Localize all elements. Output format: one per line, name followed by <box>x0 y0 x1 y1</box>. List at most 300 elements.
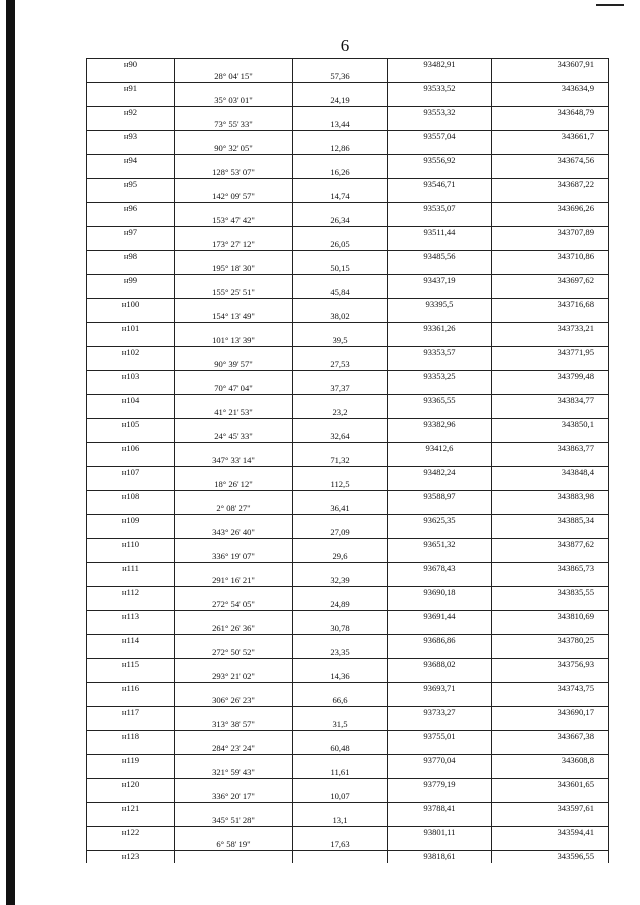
table-row <box>87 275 609 287</box>
y-coordinate-text: 343648,79 <box>557 107 594 118</box>
y-cell-empty <box>492 287 609 299</box>
direction-angle <box>175 359 293 371</box>
segment-distance-text: 26,34 <box>330 214 350 225</box>
y-cell-empty <box>492 671 609 683</box>
table-row <box>87 95 609 107</box>
x-coordinate <box>388 851 492 863</box>
angle-cell-empty <box>175 659 293 671</box>
direction-angle <box>175 695 293 707</box>
point-cell-empty <box>87 263 175 275</box>
distance-cell-empty <box>293 371 388 383</box>
segment-distance-text: 14,74 <box>330 190 350 201</box>
x-cell-empty <box>388 719 492 731</box>
y-coordinate <box>492 203 609 215</box>
y-coordinate-text: 343601,65 <box>557 779 594 790</box>
segment-distance-text: 71,32 <box>330 454 350 465</box>
point-name <box>87 683 175 695</box>
table-row <box>87 563 609 575</box>
direction-angle <box>175 287 293 299</box>
x-cell-empty <box>388 143 492 155</box>
point-name-text: н98 <box>123 251 138 262</box>
angle-cell-empty <box>175 419 293 431</box>
point-cell-empty <box>87 191 175 203</box>
point-cell-empty <box>87 311 175 323</box>
distance-cell-empty <box>293 419 388 431</box>
y-cell-empty <box>492 431 609 443</box>
distance-cell-empty <box>293 731 388 743</box>
point-cell-empty <box>87 671 175 683</box>
direction-angle-text: 35° 03' 01" <box>214 94 253 105</box>
segment-distance <box>293 839 388 851</box>
x-coordinate <box>388 827 492 839</box>
y-cell-empty <box>492 551 609 563</box>
y-coordinate <box>492 803 609 815</box>
table-row <box>87 203 609 215</box>
segment-distance-text: 24,19 <box>330 94 350 105</box>
x-coordinate-text: 93482,24 <box>423 467 456 478</box>
point-name-text: н101 <box>121 323 140 334</box>
x-coordinate <box>388 587 492 599</box>
x-coordinate-text: 93533,52 <box>423 83 456 94</box>
angle-cell-empty <box>175 203 293 215</box>
y-coordinate <box>492 755 609 767</box>
angle-cell-empty <box>175 131 293 143</box>
direction-angle-text: 195° 18' 30" <box>212 262 255 273</box>
x-cell-empty <box>388 767 492 779</box>
table-row <box>87 647 609 659</box>
segment-distance <box>293 119 388 131</box>
direction-angle-text: 336° 20' 17" <box>212 790 255 801</box>
point-cell-empty <box>87 359 175 371</box>
x-cell-empty <box>388 527 492 539</box>
point-name-text: н100 <box>121 299 140 310</box>
table-row <box>87 215 609 227</box>
point-name <box>87 755 175 767</box>
table-row <box>87 71 609 83</box>
segment-distance <box>293 95 388 107</box>
y-coordinate-text: 343710,86 <box>557 251 594 262</box>
point-cell-empty <box>87 767 175 779</box>
angle-cell-empty <box>175 587 293 599</box>
table-row <box>87 443 609 455</box>
direction-angle <box>175 527 293 539</box>
point-name-text: н120 <box>121 779 140 790</box>
y-coordinate <box>492 299 609 311</box>
segment-distance <box>293 791 388 803</box>
direction-angle-text: 154° 13' 49" <box>212 310 255 321</box>
y-coordinate <box>492 779 609 791</box>
x-coordinate <box>388 683 492 695</box>
segment-distance <box>293 383 388 395</box>
y-cell-empty <box>492 71 609 83</box>
segment-distance-text: 27,53 <box>330 358 350 369</box>
point-name-text: н103 <box>121 371 140 382</box>
x-coordinate <box>388 371 492 383</box>
table-row <box>87 143 609 155</box>
point-name-text: н94 <box>123 155 138 166</box>
direction-angle <box>175 815 293 827</box>
y-coordinate-text: 343674,56 <box>557 155 594 166</box>
direction-angle <box>175 623 293 635</box>
table-row <box>87 827 609 839</box>
angle-cell-empty <box>175 851 293 863</box>
segment-distance-text: 26,05 <box>330 238 350 249</box>
angle-cell-empty <box>175 347 293 359</box>
angle-cell-empty <box>175 827 293 839</box>
point-cell-empty <box>87 287 175 299</box>
point-name-text: н110 <box>121 539 140 550</box>
distance-cell-empty <box>293 347 388 359</box>
point-cell-empty <box>87 719 175 731</box>
x-coordinate <box>388 59 492 71</box>
x-coordinate <box>388 611 492 623</box>
x-coordinate-text: 93412,6 <box>425 443 454 454</box>
x-coordinate <box>388 731 492 743</box>
point-name-text: н119 <box>121 755 140 766</box>
angle-cell-empty <box>175 155 293 167</box>
x-coordinate-text: 93801,11 <box>423 827 456 838</box>
point-name <box>87 587 175 599</box>
point-cell-empty <box>87 503 175 515</box>
y-cell-empty <box>492 311 609 323</box>
x-cell-empty <box>388 503 492 515</box>
direction-angle <box>175 767 293 779</box>
y-cell-empty <box>492 407 609 419</box>
segment-distance <box>293 527 388 539</box>
table-row <box>87 731 609 743</box>
point-cell-empty <box>87 743 175 755</box>
y-coordinate-text: 343780,25 <box>557 635 594 646</box>
table-row <box>87 335 609 347</box>
point-cell-empty <box>87 95 175 107</box>
point-cell-empty <box>87 119 175 131</box>
x-coordinate-text: 93693,71 <box>423 683 456 694</box>
table-row <box>87 539 609 551</box>
segment-distance <box>293 719 388 731</box>
y-coordinate-text: 343756,93 <box>557 659 594 670</box>
point-name <box>87 251 175 263</box>
table-row <box>87 371 609 383</box>
y-cell-empty <box>492 623 609 635</box>
direction-angle <box>175 455 293 467</box>
segment-distance <box>293 599 388 611</box>
segment-distance-text: 23,2 <box>332 406 348 417</box>
direction-angle-text: 90° 39' 57" <box>214 358 253 369</box>
segment-distance <box>293 647 388 659</box>
direction-angle <box>175 791 293 803</box>
x-coordinate <box>388 251 492 263</box>
point-cell-empty <box>87 575 175 587</box>
point-cell-empty <box>87 791 175 803</box>
y-coordinate <box>492 323 609 335</box>
point-name <box>87 443 175 455</box>
segment-distance-text: 32,64 <box>330 430 350 441</box>
point-cell-empty <box>87 695 175 707</box>
x-cell-empty <box>388 551 492 563</box>
table-row <box>87 119 609 131</box>
y-cell-empty <box>492 143 609 155</box>
x-coordinate-text: 93755,01 <box>423 731 456 742</box>
point-cell-empty <box>87 839 175 851</box>
distance-cell-empty <box>293 227 388 239</box>
segment-distance <box>293 503 388 515</box>
y-coordinate-text: 343607,91 <box>557 59 594 70</box>
x-coordinate <box>388 179 492 191</box>
point-name <box>87 275 175 287</box>
y-coordinate-text: 343883,98 <box>557 491 594 502</box>
y-coordinate-text: 343687,22 <box>557 179 594 190</box>
x-coordinate <box>388 515 492 527</box>
table-row <box>87 431 609 443</box>
segment-distance <box>293 575 388 587</box>
distance-cell-empty <box>293 779 388 791</box>
table-row <box>87 791 609 803</box>
x-cell-empty <box>388 407 492 419</box>
segment-distance-text: 36,41 <box>330 502 350 513</box>
direction-angle <box>175 647 293 659</box>
x-cell-empty <box>388 191 492 203</box>
direction-angle-text: 293° 21' 02" <box>212 670 255 681</box>
point-name <box>87 803 175 815</box>
direction-angle <box>175 599 293 611</box>
x-coordinate <box>388 803 492 815</box>
segment-distance-text: 57,36 <box>330 70 350 81</box>
direction-angle <box>175 575 293 587</box>
x-coordinate <box>388 419 492 431</box>
table-row <box>87 707 609 719</box>
segment-distance-text: 14,36 <box>330 670 350 681</box>
x-coordinate <box>388 203 492 215</box>
y-coordinate-text: 343835,55 <box>557 587 594 598</box>
segment-distance <box>293 359 388 371</box>
x-cell-empty <box>388 599 492 611</box>
x-coordinate-text: 93395,5 <box>425 299 454 310</box>
angle-cell-empty <box>175 683 293 695</box>
y-coordinate <box>492 851 609 863</box>
distance-cell-empty <box>293 683 388 695</box>
segment-distance <box>293 551 388 563</box>
angle-cell-empty <box>175 635 293 647</box>
table-row <box>87 467 609 479</box>
table-row <box>87 671 609 683</box>
distance-cell-empty <box>293 491 388 503</box>
y-coordinate <box>492 707 609 719</box>
direction-angle-text: 6° 58' 19" <box>216 838 251 849</box>
y-coordinate <box>492 491 609 503</box>
direction-angle-text: 284° 23' 24" <box>212 742 255 753</box>
point-cell-empty <box>87 455 175 467</box>
distance-cell-empty <box>293 755 388 767</box>
table-row <box>87 479 609 491</box>
x-coordinate <box>388 347 492 359</box>
angle-cell-empty <box>175 299 293 311</box>
segment-distance <box>293 191 388 203</box>
page-number: 6 <box>340 36 350 55</box>
table-row <box>87 251 609 263</box>
table-row <box>87 323 609 335</box>
direction-angle-text: 142° 09' 57" <box>212 190 255 201</box>
table-row <box>87 851 609 863</box>
y-coordinate-text: 343733,21 <box>557 323 594 334</box>
point-cell-empty <box>87 71 175 83</box>
x-coordinate <box>388 563 492 575</box>
angle-cell-empty <box>175 731 293 743</box>
x-coordinate <box>388 635 492 647</box>
point-cell-empty <box>87 479 175 491</box>
table-row <box>87 599 609 611</box>
point-cell-empty <box>87 623 175 635</box>
direction-angle <box>175 431 293 443</box>
segment-distance-text: 32,39 <box>330 574 350 585</box>
table-row <box>87 503 609 515</box>
direction-angle-text: 173° 27' 12" <box>212 238 255 249</box>
table-row <box>87 407 609 419</box>
y-coordinate-text: 343743,75 <box>557 683 594 694</box>
segment-distance <box>293 815 388 827</box>
x-coordinate-text: 93588,97 <box>423 491 456 502</box>
x-coordinate-text: 93678,43 <box>423 563 456 574</box>
direction-angle-text: 73° 55' 33" <box>214 118 253 129</box>
table-row <box>87 455 609 467</box>
point-name-text: н111 <box>122 563 139 574</box>
y-coordinate <box>492 659 609 671</box>
x-coordinate <box>388 779 492 791</box>
x-coordinate <box>388 659 492 671</box>
segment-distance-text: 29,6 <box>332 550 348 561</box>
x-cell-empty <box>388 239 492 251</box>
point-name <box>87 299 175 311</box>
y-cell-empty <box>492 215 609 227</box>
y-coordinate-text: 343707,89 <box>557 227 594 238</box>
point-name <box>87 323 175 335</box>
segment-distance-text: 60,48 <box>330 742 350 753</box>
y-cell-empty <box>492 719 609 731</box>
x-cell-empty <box>388 383 492 395</box>
point-name-text: н121 <box>121 803 140 814</box>
table-row <box>87 659 609 671</box>
x-cell-empty <box>388 431 492 443</box>
point-name-text: н96 <box>123 203 138 214</box>
y-coordinate <box>492 371 609 383</box>
x-coordinate-text: 93818,61 <box>423 851 456 862</box>
angle-cell-empty <box>175 371 293 383</box>
y-coordinate-text: 343696,26 <box>557 203 594 214</box>
x-coordinate <box>388 227 492 239</box>
x-coordinate-text: 93788,41 <box>423 803 456 814</box>
coordinates-table <box>86 58 609 863</box>
y-coordinate-text: 343848,4 <box>561 467 594 478</box>
point-name <box>87 131 175 143</box>
x-coordinate-text: 93511,44 <box>423 227 456 238</box>
table-row <box>87 743 609 755</box>
top-rule <box>596 4 624 6</box>
point-name <box>87 539 175 551</box>
y-coordinate <box>492 587 609 599</box>
distance-cell-empty <box>293 443 388 455</box>
direction-angle-text: 28° 04' 15" <box>214 70 253 81</box>
y-cell-empty <box>492 743 609 755</box>
y-coordinate <box>492 827 609 839</box>
angle-cell-empty <box>175 563 293 575</box>
x-cell-empty <box>388 311 492 323</box>
x-coordinate-text: 93733,27 <box>423 707 456 718</box>
x-cell-empty <box>388 263 492 275</box>
x-cell-empty <box>388 71 492 83</box>
table-row <box>87 755 609 767</box>
table-row <box>87 179 609 191</box>
segment-distance <box>293 431 388 443</box>
point-name-text: н116 <box>121 683 140 694</box>
direction-angle <box>175 479 293 491</box>
x-coordinate-text: 93361,26 <box>423 323 456 334</box>
y-coordinate-text: 343716,68 <box>557 299 594 310</box>
direction-angle <box>175 167 293 179</box>
distance-cell-empty <box>293 563 388 575</box>
direction-angle-text: 261° 26' 36" <box>212 622 255 633</box>
table-row <box>87 611 609 623</box>
direction-angle <box>175 191 293 203</box>
x-coordinate-text: 93556,92 <box>423 155 456 166</box>
segment-distance <box>293 671 388 683</box>
y-cell-empty <box>492 695 609 707</box>
point-cell-empty <box>87 527 175 539</box>
point-name <box>87 419 175 431</box>
distance-cell-empty <box>293 251 388 263</box>
table-row <box>87 359 609 371</box>
y-coordinate <box>492 179 609 191</box>
distance-cell-empty <box>293 131 388 143</box>
point-name <box>87 395 175 407</box>
y-cell-empty <box>492 239 609 251</box>
y-coordinate-text: 343863,77 <box>557 443 594 454</box>
y-coordinate <box>492 515 609 527</box>
point-name-text: н91 <box>123 83 138 94</box>
point-name <box>87 635 175 647</box>
y-coordinate <box>492 275 609 287</box>
x-cell-empty <box>388 671 492 683</box>
y-cell-empty <box>492 527 609 539</box>
point-name-text: н92 <box>123 107 138 118</box>
y-cell-empty <box>492 599 609 611</box>
segment-distance-text: 24,89 <box>330 598 350 609</box>
angle-cell-empty <box>175 179 293 191</box>
y-coordinate <box>492 563 609 575</box>
y-coordinate <box>492 347 609 359</box>
y-coordinate <box>492 83 609 95</box>
x-cell-empty <box>388 287 492 299</box>
angle-cell-empty <box>175 707 293 719</box>
y-coordinate-text: 343596,55 <box>557 851 594 862</box>
direction-angle-text: 347° 33' 14" <box>212 454 255 465</box>
point-name <box>87 851 175 863</box>
x-coordinate-text: 93535,07 <box>423 203 456 214</box>
x-coordinate-text: 93553,32 <box>423 107 456 118</box>
point-cell-empty <box>87 215 175 227</box>
direction-angle-text: 321° 59' 43" <box>212 766 255 777</box>
distance-cell-empty <box>293 515 388 527</box>
direction-angle <box>175 335 293 347</box>
table-row <box>87 395 609 407</box>
table-row <box>87 767 609 779</box>
y-cell-empty <box>492 359 609 371</box>
direction-angle <box>175 551 293 563</box>
direction-angle-text: 90° 32' 05" <box>214 142 253 153</box>
point-name <box>87 371 175 383</box>
x-coordinate <box>388 755 492 767</box>
angle-cell-empty <box>175 275 293 287</box>
x-coordinate <box>388 707 492 719</box>
angle-cell-empty <box>175 803 293 815</box>
